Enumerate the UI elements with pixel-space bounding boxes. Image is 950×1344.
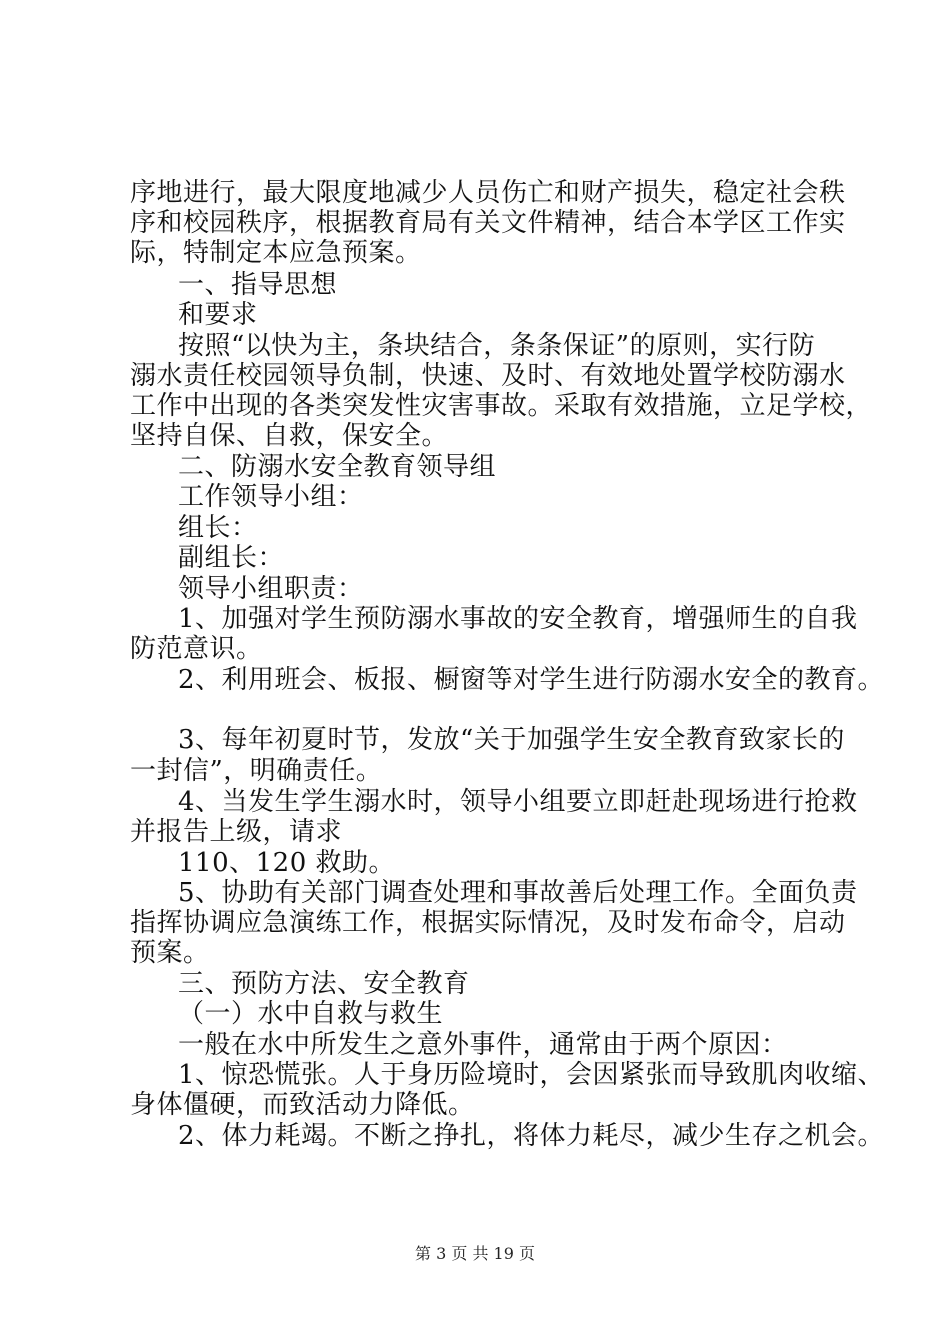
text-line: 2、利用班会、板报、橱窗等对学生进行防溺水安全的教育。 — [178, 665, 885, 695]
text-line: 坚持自保、自救，保安全。 — [130, 421, 449, 451]
text-line: 防范意识。 — [130, 634, 263, 664]
text-line: 领导小组职责： — [178, 574, 364, 604]
text-line: 预案。 — [130, 938, 210, 968]
text-line: 按照“以快为主，条块结合，条条保证”的原则，实行防 — [178, 331, 816, 361]
section-heading: 一、指导思想 — [178, 270, 338, 300]
text-line: 副组长： — [178, 543, 285, 573]
text-line: 指挥协调应急演练工作，根据实际情况，及时发布命令，启动 — [130, 908, 846, 938]
section-heading: 二、防溺水安全教育领导组 — [178, 452, 497, 482]
text-line: 序和校园秩序，根据教育局有关文件精神，结合本学区工作实 — [130, 208, 846, 238]
text-line: 序地进行，最大限度地减少人员伤亡和财产损失，稳定社会秩 — [130, 178, 846, 208]
text-line: 并报告上级，请求 — [130, 817, 343, 847]
text-line: 身体僵硬，而致活动力降低。 — [130, 1090, 475, 1120]
text-line: 5、协助有关部门调查处理和事故善后处理工作。全面负责 — [178, 878, 858, 908]
text-line: 际，特制定本应急预案。 — [130, 238, 422, 268]
section-heading: 三、预防方法、安全教育 — [178, 969, 470, 999]
text-line: 溺水责任校园领导负制，快速、及时、有效地处置学校防溺水 — [130, 361, 846, 391]
text-line: 110、120 救助。 — [178, 848, 396, 878]
text-line: 组长： — [178, 513, 258, 543]
text-line: 和要求 — [178, 300, 258, 330]
subsection-heading: （一）水中自救与救生 — [178, 999, 444, 1029]
text-line: 4、当发生学生溺水时，领导小组要立即赶赴现场进行抢救 — [178, 787, 858, 817]
text-line: 1、加强对学生预防溺水事故的安全教育，增强师生的自我 — [178, 604, 858, 634]
page-number-footer: 第 3 页 共 19 页 — [415, 1244, 535, 1263]
text-line: 工作领导小组： — [178, 482, 364, 512]
text-line: 一般在水中所发生之意外事件，通常由于两个原因： — [178, 1030, 788, 1060]
text-line: 2、体力耗竭。不断之挣扎，将体力耗尽，减少生存之机会。 — [178, 1121, 885, 1151]
text-line: 工作中出现的各类突发性灾害事故。采取有效措施，立足学校， — [130, 391, 873, 421]
text-line: 3、每年初夏时节，发放“关于加强学生安全教育致家长的 — [178, 725, 845, 755]
text-line: 一封信”，明确责任。 — [130, 756, 383, 786]
text-line: 1、惊恐慌张。人于身历险境时，会因紧张而导致肌肉收缩、 — [178, 1060, 885, 1090]
